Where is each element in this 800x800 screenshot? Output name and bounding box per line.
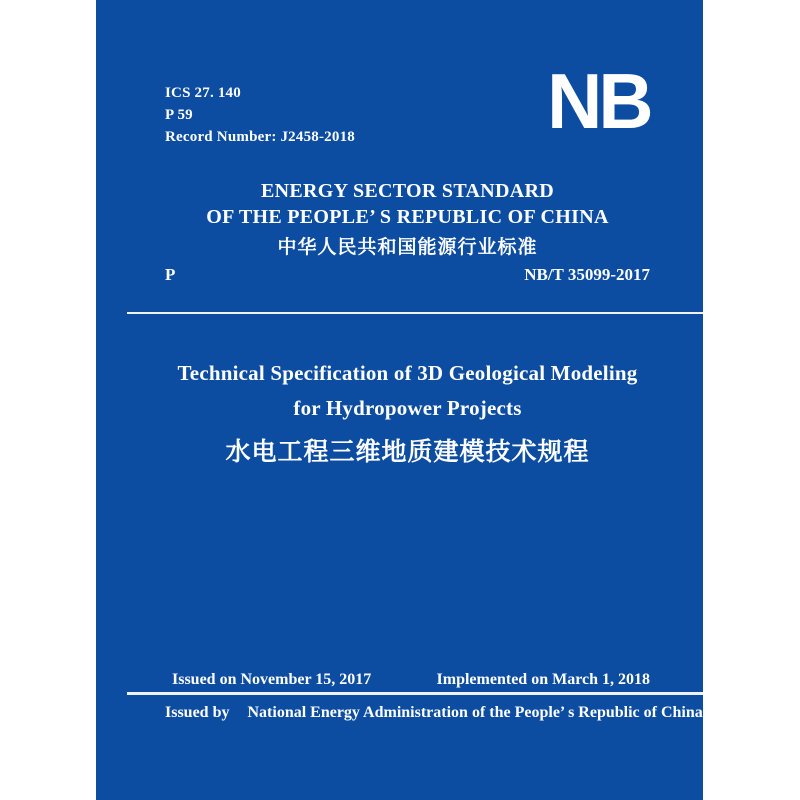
header-line-1: ENERGY SECTOR STANDARD [261, 180, 554, 202]
record-number: Record Number: J2458-2018 [165, 129, 355, 145]
title-english-line-1: Technical Specification of 3D Geological Modeling [177, 361, 638, 385]
top-divider-line [127, 312, 703, 314]
nb-logo: NB [547, 57, 650, 145]
issued-date: Issued on November 15, 2017 [172, 671, 372, 688]
dates-row [172, 671, 650, 689]
code-row [165, 265, 650, 285]
header-line-2: OF THE PEOPLE’ S REPUBLIC OF CHINA [206, 206, 609, 228]
title-block [165, 356, 650, 468]
standard-number: NB/T 35099-2017 [524, 265, 650, 284]
issued-by-value: National Energy Administration of the People’ s Republic of China [247, 704, 703, 721]
p-classification: P 59 [165, 107, 193, 123]
header-line-chinese: 中华人民共和国能源行业标准 [277, 237, 538, 258]
ics-code: ICS 27. 140 [165, 85, 241, 101]
bottom-divider-line [127, 692, 703, 695]
standard-cover [96, 0, 703, 800]
title-english-line-2: for Hydropower Projects [293, 396, 522, 420]
issued-by-label: Issued by [165, 704, 230, 721]
p-mark: P [165, 265, 176, 284]
classification-block [165, 82, 355, 148]
implemented-date: Implemented on March 1, 2018 [436, 671, 650, 688]
standard-header [165, 178, 650, 259]
issued-by-row [165, 704, 703, 722]
title-chinese: 水电工程三维地质建模技术规程 [225, 439, 590, 466]
